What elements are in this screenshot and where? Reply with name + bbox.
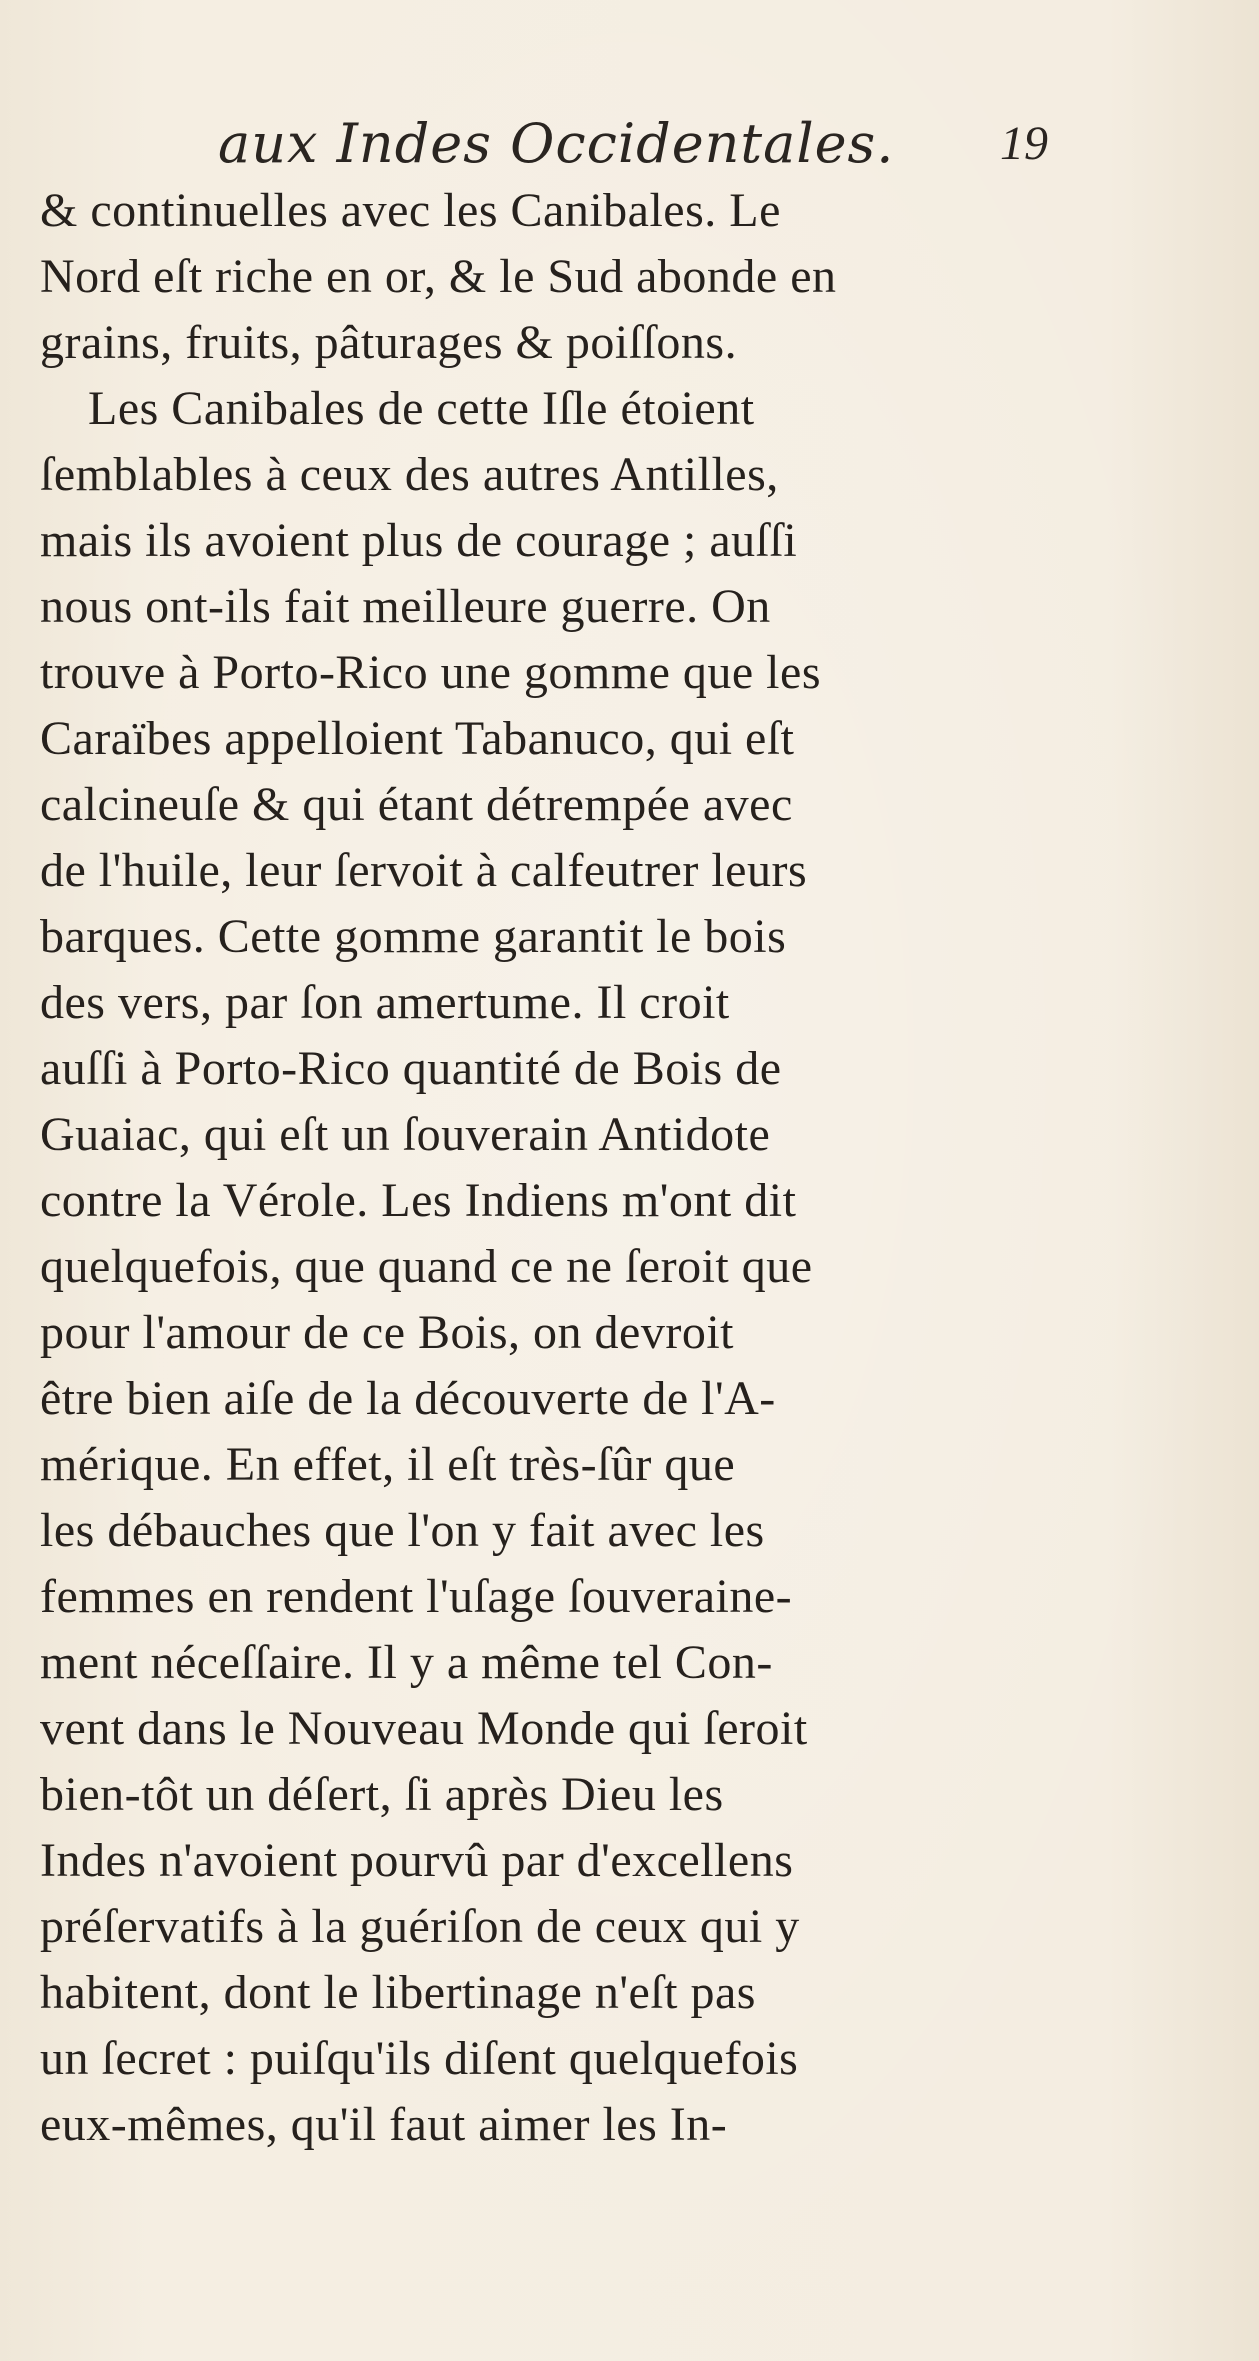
text-line: des vers, par ſon amertume. Il croit xyxy=(40,976,730,1029)
text-line: calcineuſe & qui étant détrempée avec xyxy=(40,778,793,831)
text-line: eux-mêmes, qu'il faut aimer les In- xyxy=(40,2098,728,2151)
text-line: bien-tôt un déſert, ſi après Dieu les xyxy=(40,1768,724,1821)
text-line: mais ils avoient plus de courage ; auſſi xyxy=(40,514,798,567)
text-line: Guaiac, qui eſt un ſouverain Antidote xyxy=(40,1108,771,1161)
text-line: ſemblables à ceux des autres Antilles, xyxy=(40,448,779,501)
text-line: auſſi à Porto-Rico quantité de Bois de xyxy=(40,1042,782,1095)
text-line: habitent, dont le libertinage n'eſt pas xyxy=(40,1966,756,2019)
text-line: Nord eſt riche en or, & le Sud abonde en xyxy=(40,250,837,303)
text-line: grains, fruits, pâturages & poiſſons. xyxy=(40,316,738,369)
text-line: Caraïbes appelloient Tabanuco, qui eſt xyxy=(40,712,795,765)
text-line: Les Canibales de cette Iſle étoient xyxy=(88,382,755,435)
text-line: & continuelles avec les Canibales. Le xyxy=(40,184,781,237)
running-title: aux Indes Occidentales. xyxy=(218,112,895,175)
text-line: les débauches que l'on y fait avec les xyxy=(40,1504,765,1557)
text-line: quelquefois, que quand ce ne ſeroit que xyxy=(40,1240,813,1293)
text-line: contre la Vérole. Les Indiens m'ont dit xyxy=(40,1174,797,1227)
text-line: barques. Cette gomme garantit le bois xyxy=(40,910,787,963)
body-text xyxy=(40,178,1070,2278)
text-line: Indes n'avoient pourvû par d'excellens xyxy=(40,1834,794,1887)
text-line: mérique. En effet, il eſt très-ſûr que xyxy=(40,1438,736,1491)
text-line: trouve à Porto-Rico une gomme que les xyxy=(40,646,821,699)
text-line: vent dans le Nouveau Monde qui ſeroit xyxy=(40,1702,808,1755)
text-line: femmes en rendent l'uſage ſouveraine- xyxy=(40,1570,793,1623)
text-line: ment néceſſaire. Il y a même tel Con- xyxy=(40,1636,773,1689)
text-line: de l'huile, leur ſervoit à calfeutrer leurs xyxy=(40,844,808,897)
text-line: être bien aiſe de la découverte de l'A- xyxy=(40,1372,776,1425)
text-line: nous ont-ils fait meilleure guerre. On xyxy=(40,580,771,633)
text-line: un ſecret : puiſqu'ils diſent quelquefois xyxy=(40,2032,799,2085)
text-line: pour l'amour de ce Bois, on devroit xyxy=(40,1306,734,1359)
page-number: 19 xyxy=(1000,117,1048,170)
text-line: préſervatifs à la guériſon de ceux qui y xyxy=(40,1900,800,1953)
running-head xyxy=(218,112,1048,182)
